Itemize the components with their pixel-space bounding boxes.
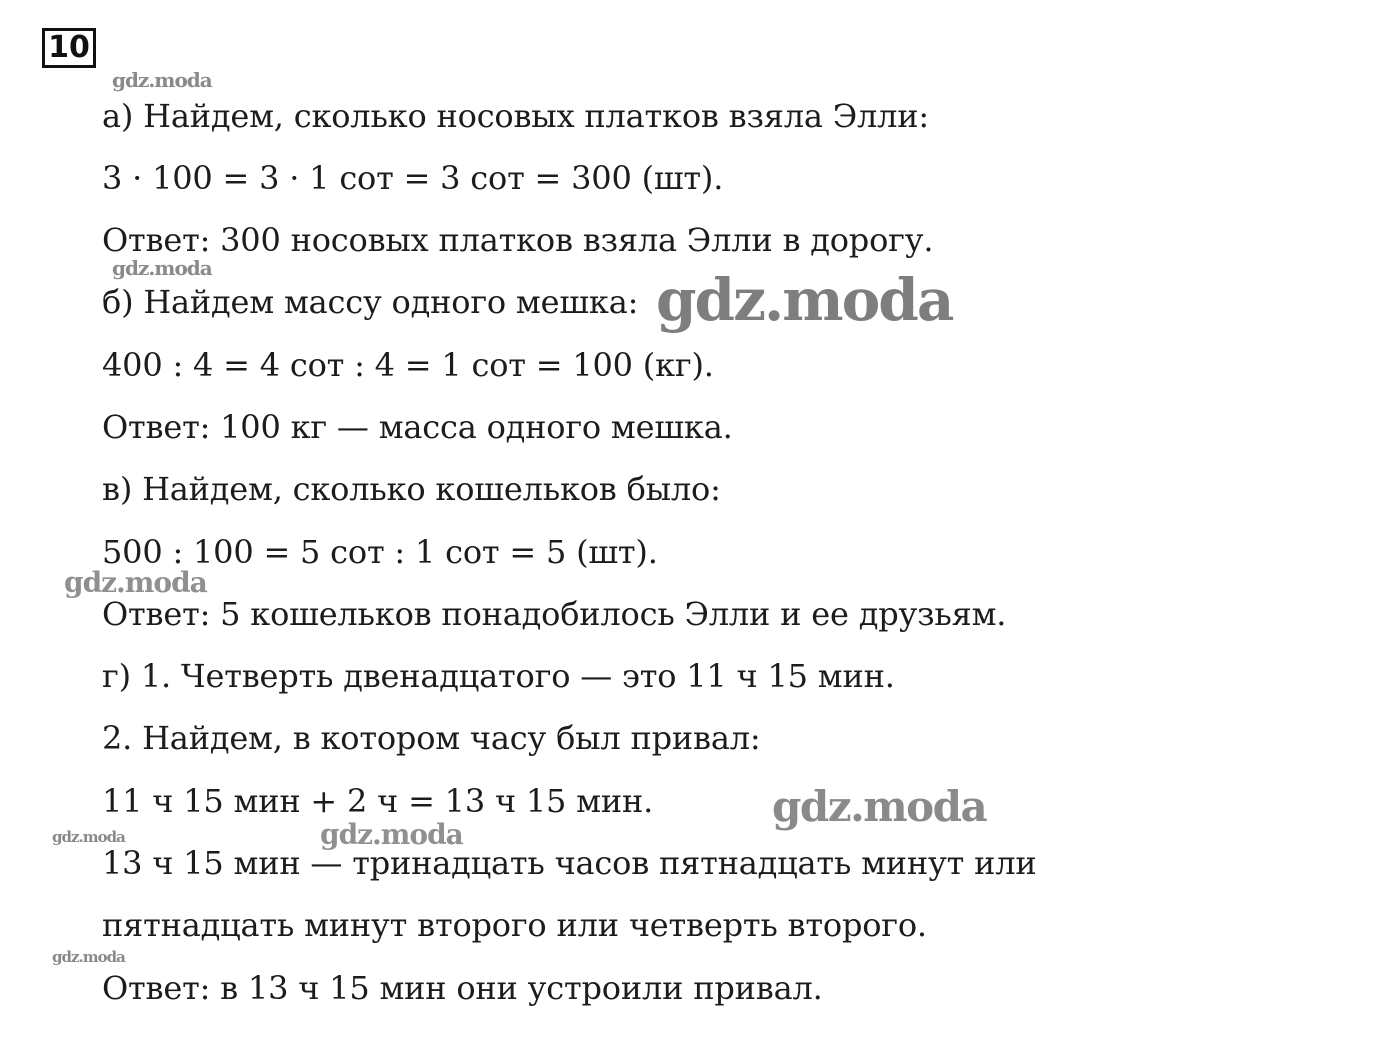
solution-line-a-1: а) Найдем, сколько носовых платков взяла Элли: xyxy=(102,97,929,135)
solution-line-v-2: 500 : 100 = 5 сот : 1 сот = 5 (шт). xyxy=(102,533,658,571)
watermark-logo: gdz.moda xyxy=(112,68,212,92)
solution-line-a-2: 3 · 100 = 3 · 1 сот = 3 сот = 300 (шт). xyxy=(102,159,724,197)
watermark-logo: gdz.moda xyxy=(64,566,207,599)
solution-line-g-2: 2. Найдем, в котором часу был привал: xyxy=(102,719,761,757)
solution-line-g-3: 11 ч 15 мин + 2 ч = 13 ч 15 мин. xyxy=(102,782,654,820)
solution-line-g-1: г) 1. Четверть двенадцатого — это 11 ч 15 мин. xyxy=(102,657,895,695)
watermark-logo: gdz.moda xyxy=(52,948,125,966)
task-number: 10 xyxy=(42,28,96,68)
watermark-logo: gdz.moda xyxy=(656,266,953,334)
watermark-logo: gdz.moda xyxy=(52,828,125,846)
solution-line-v-1: в) Найдем, сколько кошельков было: xyxy=(102,470,721,508)
solution-line-g-5: пятнадцать минут второго или четверть второго. xyxy=(102,906,927,944)
solution-line-v-answer: Ответ: 5 кошельков понадобилось Элли и ее друзьям. xyxy=(102,595,1007,633)
solution-line-g-4: 13 ч 15 мин — тринадцать часов пятнадцать минут или xyxy=(102,844,1037,882)
solution-line-b-1: б) Найдем массу одного мешка: xyxy=(102,283,639,321)
solution-line-g-answer: Ответ: в 13 ч 15 мин они устроили привал. xyxy=(102,969,823,1007)
watermark-logo: gdz.moda xyxy=(112,256,212,280)
watermark-logo: gdz.moda xyxy=(772,782,987,831)
watermark-logo: gdz.moda xyxy=(320,818,463,851)
solution-line-b-2: 400 : 4 = 4 сот : 4 = 1 сот = 100 (кг). xyxy=(102,346,714,384)
solution-line-a-answer: Ответ: 300 носовых платков взяла Элли в дорогу. xyxy=(102,221,934,259)
solution-line-b-answer: Ответ: 100 кг — масса одного мешка. xyxy=(102,408,733,446)
